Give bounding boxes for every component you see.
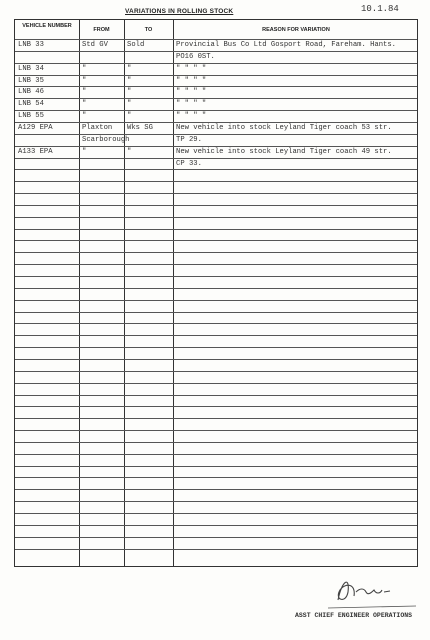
cell-to: " xyxy=(127,76,132,85)
cell-from: Scarborough xyxy=(82,135,130,144)
column-divider xyxy=(124,20,125,566)
variations-table xyxy=(14,19,418,567)
cell-to: Sold xyxy=(127,41,145,49)
cell-reason: New vehicle into stock Leyland Tiger coach 49 str. xyxy=(176,147,392,156)
cell-to: " xyxy=(127,147,132,156)
cell-reason: Provincial Bus Co Ltd Gosport Road, Fareham. Hants. xyxy=(176,41,396,49)
row-rule xyxy=(15,288,417,289)
cell-from: " xyxy=(82,147,87,156)
cell-to: " xyxy=(127,100,132,109)
cell-to: " xyxy=(127,64,132,73)
column-header-to: TO xyxy=(144,27,153,33)
row-rule xyxy=(15,39,417,40)
row-rule xyxy=(15,477,417,478)
row-rule xyxy=(15,549,417,550)
row-rule xyxy=(15,63,417,64)
cell-from: " xyxy=(82,112,87,121)
cell-from: Std GV xyxy=(82,41,108,49)
form-date: 10.1.84 xyxy=(361,4,399,14)
cell-from: " xyxy=(82,64,87,73)
row-rule xyxy=(15,51,417,52)
row-rule xyxy=(15,537,417,538)
row-rule xyxy=(15,501,417,502)
cell-to: " xyxy=(127,88,132,97)
row-rule xyxy=(15,513,417,514)
row-rule xyxy=(15,86,417,87)
cell-reason: TP 29. xyxy=(176,135,202,144)
column-header-from: FROM xyxy=(93,27,110,33)
cell-from: Plaxton xyxy=(82,123,113,132)
row-rule xyxy=(15,264,417,265)
row-rule xyxy=(15,371,417,372)
cell-vehicle: A129 EPA xyxy=(18,123,53,132)
row-rule xyxy=(15,205,417,206)
row-rule xyxy=(15,359,417,360)
cell-reason: PO16 0ST. xyxy=(176,52,215,61)
row-rule xyxy=(15,312,417,313)
row-rule xyxy=(15,383,417,384)
cell-reason: " " " " xyxy=(176,88,207,97)
row-rule xyxy=(15,110,417,111)
column-header-reason: REASON FOR VARIATION xyxy=(262,27,330,33)
signature xyxy=(320,570,420,612)
cell-vehicle: LNB 34 xyxy=(18,64,44,73)
cell-to: " xyxy=(127,112,132,121)
row-rule xyxy=(15,347,417,348)
column-divider xyxy=(173,20,174,566)
row-rule xyxy=(15,418,417,419)
column-divider xyxy=(79,20,80,566)
cell-to: Wks SG xyxy=(127,123,153,132)
cell-reason: CP 33. xyxy=(176,159,202,168)
row-rule xyxy=(15,489,417,490)
form-title: VARIATIONS IN ROLLING STOCK xyxy=(125,8,234,15)
row-rule xyxy=(15,98,417,99)
row-rule xyxy=(15,442,417,443)
row-rule xyxy=(15,181,417,182)
cell-vehicle: LNB 55 xyxy=(18,112,44,121)
row-rule xyxy=(15,146,417,147)
cell-vehicle: LNB 46 xyxy=(18,88,44,97)
row-rule xyxy=(15,158,417,159)
cell-reason: " " " " xyxy=(176,64,207,73)
cell-vehicle: LNB 54 xyxy=(18,100,44,109)
row-rule xyxy=(15,134,417,135)
row-rule xyxy=(15,395,417,396)
column-header-vehicle: VEHICLE NUMBER xyxy=(22,23,72,29)
signature-label: ASST CHIEF ENGINEER OPERATIONS xyxy=(295,612,413,619)
row-rule xyxy=(15,75,417,76)
row-rule xyxy=(15,229,417,230)
row-rule xyxy=(15,454,417,455)
cell-vehicle: LNB 33 xyxy=(18,41,44,49)
row-rule xyxy=(15,406,417,407)
cell-reason: " " " " xyxy=(176,112,207,121)
row-rule xyxy=(15,240,417,241)
row-rule xyxy=(15,466,417,467)
row-rule xyxy=(15,122,417,123)
row-rule xyxy=(15,169,417,170)
row-rule xyxy=(15,193,417,194)
row-rule xyxy=(15,252,417,253)
row-rule xyxy=(15,335,417,336)
row-rule xyxy=(15,525,417,526)
row-rule xyxy=(15,323,417,324)
row-rule xyxy=(15,300,417,301)
cell-from: " xyxy=(82,100,87,109)
row-rule xyxy=(15,217,417,218)
cell-vehicle: A133 EPA xyxy=(18,147,53,156)
cell-from: " xyxy=(82,88,87,97)
cell-from: " xyxy=(82,76,87,85)
cell-vehicle: LNB 35 xyxy=(18,76,44,85)
cell-reason: " " " " xyxy=(176,100,207,109)
row-rule xyxy=(15,430,417,431)
row-rule xyxy=(15,276,417,277)
cell-reason: New vehicle into stock Leyland Tiger coach 53 str. xyxy=(176,123,392,132)
cell-reason: " " " " xyxy=(176,76,207,85)
